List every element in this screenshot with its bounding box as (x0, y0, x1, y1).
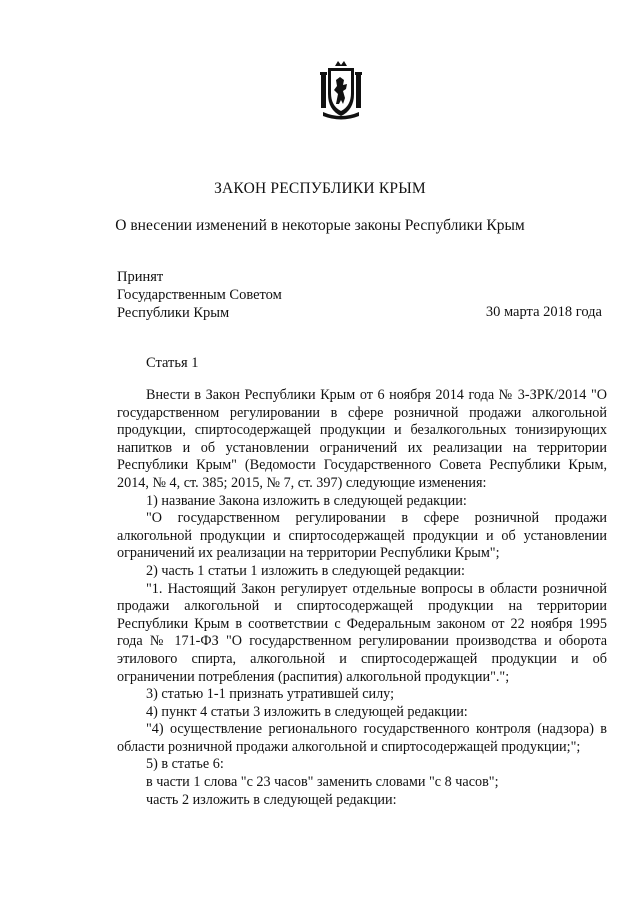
article-paragraph: 2) часть 1 статьи 1 изложить в следующей редакции: (146, 562, 465, 579)
article-paragraph: Внести в Закон Республики Крым от 6 ноября 2014 года № 3-ЗРК/2014 "О государственном регулировании в сфере розничной продажи алкогольной продукции, спиртосодержащей продукции и безалкогольных тонизирующих напитков и об установлении ограничений их реализации на территории Республики Крым" (Ведомости Государственного Совета Республики Крым, 2014, № 4, ст. 385; 2015, № 7, ст. 397) следующие изменения: (117, 387, 607, 491)
article-paragraph: "1. Настоящий Закон регулирует отдельные вопросы в области розничной продажи алкогольной и спиртосодержащей продукции на территории Республики Крым в соответствии с Федеральным законом от 22 ноября 1995 года № 171-ФЗ "О государственном регулировании производства и оборота этилового спирта, алкогольной и спиртосодержащей продукции и об ограничении потребления (распития) алкогольной продукции"."; (117, 580, 607, 685)
crimea-coat-of-arms-icon (319, 60, 363, 120)
article-paragraph: 5) в статье 6: (146, 756, 224, 773)
article-paragraph: 1) название Закона изложить в следующей редакции: (146, 492, 467, 509)
article-paragraph: 3) статью 1-1 признать утратившей силу; (146, 686, 395, 703)
adopted-line-2: Государственным Советом (117, 287, 282, 303)
article-paragraph: часть 2 изложить в следующей редакции: (146, 791, 397, 808)
article-body (117, 387, 607, 809)
article-paragraph: в части 1 слова "с 23 часов" заменить словами "с 8 часов"; (146, 774, 499, 791)
adoption-date: 30 марта 2018 года (485, 304, 602, 320)
article-paragraph: "4) осуществление регионального государственного контроля (надзора) в области розничной продажи алкогольной и спиртосодержащей продукции;"; (117, 721, 607, 755)
article-title: Статья 1 (146, 355, 199, 371)
article-paragraph: "О государственном регулировании в сфере розничной продажи алкогольной продукции и спиртосодержащей продукции и об установлении ограничений их реализации на территории Республики Крым"; (117, 510, 607, 562)
adopted-line-1: Принят (117, 269, 164, 285)
article-paragraph: 4) пункт 4 статьи 3 изложить в следующей редакции: (146, 703, 468, 720)
law-subtitle: О внесении изменений в некоторые законы Республики Крым (115, 217, 525, 234)
adoption-block (117, 268, 282, 322)
law-title: ЗАКОН РЕСПУБЛИКИ КРЫМ (214, 180, 426, 197)
adopted-line-3: Республики Крым (117, 305, 230, 321)
